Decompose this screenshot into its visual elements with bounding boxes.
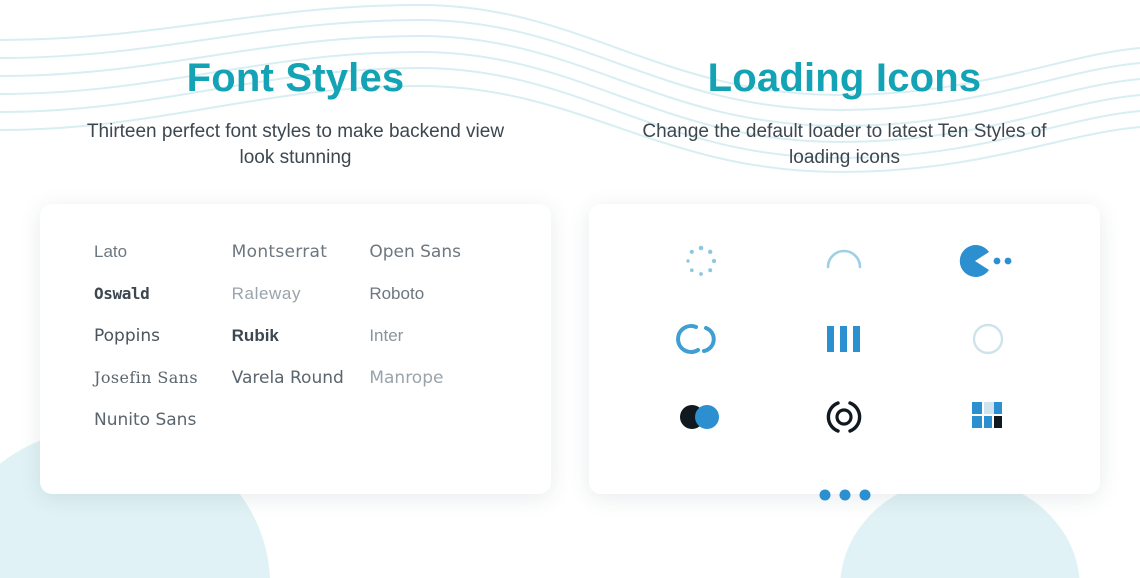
font-item-raleway[interactable]: Raleway	[231, 284, 302, 304]
font-item-rubik[interactable]: Rubik	[231, 326, 279, 346]
spinner-arc-icon	[822, 241, 866, 281]
font-item-poppins[interactable]: Poppins	[94, 326, 160, 347]
loader-cell-6[interactable]	[938, 312, 1038, 366]
font-item-oswald[interactable]: Oswald	[94, 284, 150, 304]
loader-cell-1[interactable]	[651, 234, 751, 288]
loader-cell-4[interactable]	[651, 312, 751, 366]
loader-cell-3[interactable]	[938, 234, 1038, 288]
font-item-inter[interactable]: Inter	[369, 326, 404, 346]
loading-icons-title: Loading Icons	[707, 56, 982, 100]
font-item-open-sans[interactable]: Open Sans	[369, 242, 461, 263]
loader-cell-7[interactable]	[651, 390, 751, 444]
loader-cell-5[interactable]	[794, 312, 894, 366]
section-font-styles	[40, 0, 551, 494]
loader-list	[589, 204, 1100, 522]
font-item-roboto[interactable]: Roboto	[369, 284, 425, 304]
font-styles-card	[40, 204, 551, 494]
bars-three-icon	[821, 322, 867, 356]
font-item-montserrat[interactable]: Montserrat	[231, 242, 328, 263]
loader-cell-8[interactable]	[794, 390, 894, 444]
loader-cell-9[interactable]	[938, 390, 1038, 444]
loader-cell-2[interactable]	[794, 234, 894, 288]
pacman-dots-icon	[958, 244, 1018, 278]
font-item-josefin-sans[interactable]: Josefin Sans	[94, 368, 198, 388]
pill-toggle-icon	[677, 402, 725, 432]
loader-cell-10[interactable]	[795, 468, 895, 522]
spinner-dots-circle-icon	[683, 243, 719, 279]
swirl-dual-arc-icon	[676, 320, 726, 358]
brackets-circle-icon	[822, 397, 866, 437]
ring-outline-icon	[970, 321, 1006, 357]
font-styles-subtitle: Thirteen perfect font styles to make backend view look stunning	[86, 121, 505, 168]
section-loading-icons	[589, 0, 1100, 494]
font-styles-title: Font Styles	[186, 56, 405, 100]
font-list	[40, 204, 551, 430]
font-item-varela-round[interactable]: Varela Round	[231, 368, 344, 389]
loading-icons-card	[589, 204, 1100, 494]
font-item-lato[interactable]: Lato	[94, 242, 128, 262]
font-item-nunito-sans[interactable]: Nunito Sans	[94, 410, 197, 431]
font-item-manrope[interactable]: Manrope	[369, 368, 444, 389]
loading-icons-subtitle: Change the default loader to latest Ten Styles of loading icons	[642, 121, 1047, 168]
dots-three-icon	[817, 486, 873, 504]
blocks-grid-icon	[968, 398, 1008, 436]
